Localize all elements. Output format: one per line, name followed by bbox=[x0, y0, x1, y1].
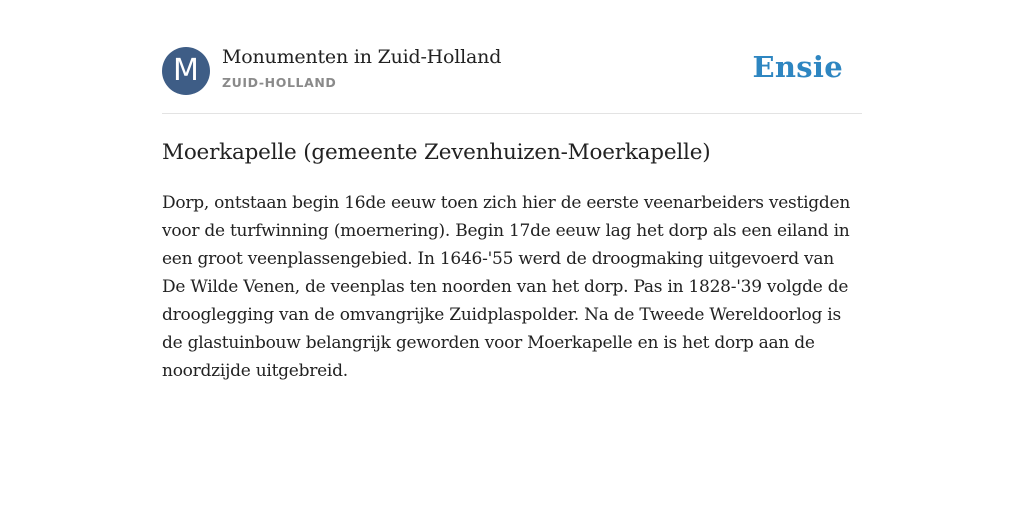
article-title: Moerkapelle (gemeente Zevenhuizen-Moerkapelle) bbox=[162, 140, 711, 165]
ensie-logo[interactable]: Ensie bbox=[752, 50, 843, 84]
article-body: Dorp, ontstaan begin 16de eeuw toen zich hier de eerste veenarbeiders vestigden voor de turfwinning (moernering). Begin 17de eeuw lag het dorp als een eiland in een groot veenplassengebied. In 1646-'55 werd de droogmaking uitgevoerd van De Wilde Venen, de veenplas ten noorden van het dorp. Pas in 1828-'39 volgde de drooglegging van de omvangrijke Zuidplaspolder. Na de Tweede Wereldoorlog is de glastuinbouw belangrijk geworden voor Moerkapelle en is het dorp aan de noordzijde uitgebreid. bbox=[162, 193, 851, 381]
page-content bbox=[162, 0, 862, 385]
collection-avatar[interactable]: M bbox=[162, 47, 210, 95]
collection-title[interactable]: Monumenten in Zuid-Holland bbox=[222, 46, 502, 68]
collection-subtitle[interactable]: ZUID-HOLLAND bbox=[222, 75, 337, 90]
collection-header bbox=[162, 0, 862, 114]
